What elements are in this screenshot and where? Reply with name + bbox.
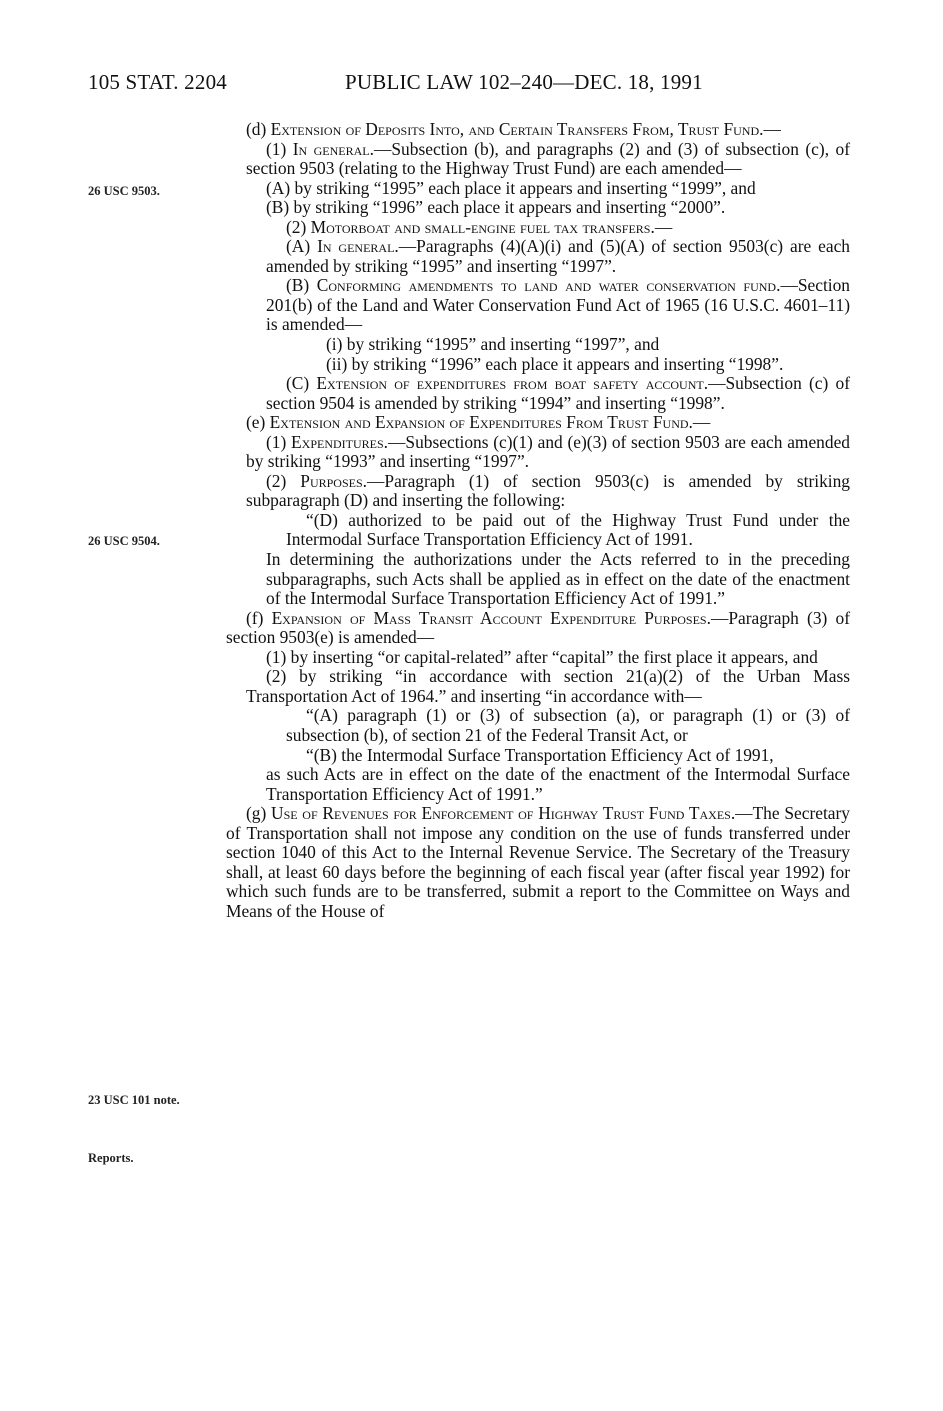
paragraph-d2B: (B) Conforming amendments to land and water conservation fund.—Section 201(b) of the Land and Water Conservation Fund Act of 1965 (16 U.S.C. 4601–11) is amended— [266, 275, 851, 335]
margin-note-26usc9504: 26 USC 9504. [88, 534, 160, 548]
paragraph-d2Bi: (i) by striking “1995” and inserting “1997”, and [326, 334, 660, 355]
paragraph-f2B: “(B) the Intermodal Surface Transportation Efficiency Act of 1991, [306, 744, 774, 765]
paragraph-d2A: (A) In general.—Paragraphs (4)(A)(i) and (5)(A) of section 9503(c) are each amended by striking “1995” and inserting “1997”. [266, 236, 850, 276]
paragraph-e2-tail: In determining the authorizations under the Acts referred to in the preceding subparagraphs, such Acts shall be applied as in effect on the date of the enactment of the Intermodal Surface Transportation Efficiency Act of 1991.” [266, 549, 850, 609]
subsection-d-heading: (d) Extension of Deposits Into, and Certain Transfers From, Trust Fund.— [246, 119, 781, 139]
paragraph-d2C: (C) Extension of expenditures from boat safety account.—Subsection (c) of section 9504 is amended by striking “1994” and inserting “1998”. [266, 373, 851, 413]
running-header [88, 70, 788, 102]
margin-note-26usc9503: 26 USC 9503. [88, 184, 160, 198]
paragraph-d2: (2) Motorboat and small-engine fuel tax transfers.— [286, 216, 673, 237]
paragraph-e2D: “(D) authorized to be paid out of the Highway Trust Fund under the Intermodal Surface Transportation Efficiency Act of 1991. [286, 509, 850, 550]
paragraph-f2A: “(A) paragraph (1) or (3) of subsection (a), or paragraph (1) or (3) of subsection (b), of section 21 of the Federal Transit Act, or [286, 705, 850, 745]
paragraph-d1A: (A) by striking “1995” each place it appears and inserting “1999”, and [266, 177, 756, 198]
paragraph-f-tail: as such Acts are in effect on the date of the enactment of the Intermodal Surface Transportation Efficiency Act of 1991.” [266, 764, 850, 804]
subsection-f-heading: (f) Expansion of Mass Transit Account Expenditure Purposes.—Paragraph (3) of section 9503(e) is amended— [226, 607, 850, 648]
paragraph-d1: (1) In general.—Subsection (b), and paragraphs (2) and (3) of subsection (c), of section 9503 (relating to the Highway Trust Fund) are each amended— [246, 138, 850, 179]
document-body [226, 120, 850, 921]
margin-note-23usc101: 23 USC 101 note. [88, 1093, 180, 1107]
paragraph-d2Bii: (ii) by striking “1996” each place it appears and inserting “1998”. [326, 353, 784, 374]
subsection-e-heading: (e) Extension and Expansion of Expenditures From Trust Fund.— [246, 412, 711, 433]
law-reference: PUBLIC LAW 102–240—DEC. 18, 1991 [345, 70, 703, 94]
page-reference: 105 STAT. 2204 [88, 70, 227, 94]
margin-note-reports: Reports. [88, 1151, 134, 1165]
paragraph-f1: (1) by inserting “or capital-related” after “capital” the first place it appears, and [266, 646, 818, 667]
subsection-g: (g) Use of Revenues for Enforcement of Highway Trust Fund Taxes.—The Secretary of Transportation shall not impose any condition on the use of funds transferred under section 1040 of this Act to the Internal Revenue Service. The Secretary of the Treasury shall, at least 60 days before the beginning of each fiscal year (after fiscal year 1992) for which such funds are to be transferred, submit a report to the Committee on Ways and Means of the House of [226, 803, 850, 921]
paragraph-f2: (2) by striking “in accordance with section 21(a)(2) of the Urban Mass Transportation Act of 1964.” and inserting “in accordance with— [246, 666, 850, 706]
paragraph-e1: (1) Expenditures.—Subsections (c)(1) and (e)(3) of section 9503 are each amended by striking “1993” and inserting “1997”. [246, 431, 850, 472]
paragraph-d1B: (B) by striking “1996” each place it appears and inserting “2000”. [266, 197, 726, 218]
paragraph-e2: (2) Purposes.—Paragraph (1) of section 9503(c) is amended by striking subparagraph (D) and inserting the following: [246, 470, 850, 511]
